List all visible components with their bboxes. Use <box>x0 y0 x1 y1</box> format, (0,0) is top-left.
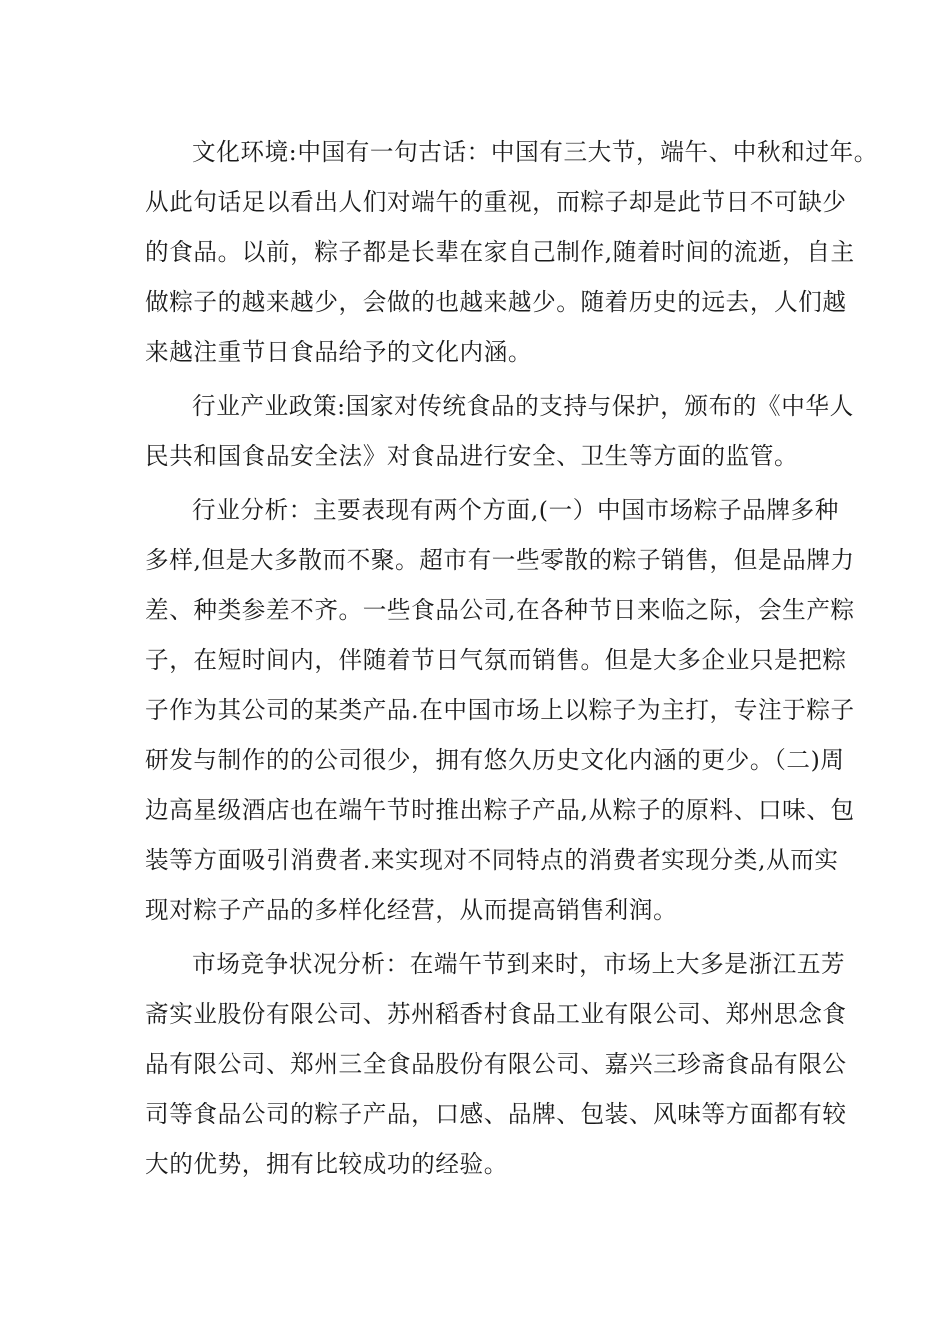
text-line: 大的优势，拥有比较成功的经验。 <box>145 1150 508 1178</box>
document-body <box>145 127 878 1189</box>
text-line: 斋实业股份有限公司、苏州稻香村食品工业有限公司、郑州思念食 <box>145 1000 847 1028</box>
text-line: 研发与制作的的公司很少，拥有悠久历史文化内涵的更少。（二)周 <box>145 746 845 774</box>
text-line: 的食品。以前，粽子都是长辈在家自己制作,随着时间的流逝，自主 <box>145 238 855 266</box>
text-line: 品有限公司、郑州三全食品股份有限公司、嘉兴三珍斋食品有限公 <box>145 1050 847 1078</box>
paragraph-industry-analysis <box>145 485 855 935</box>
text-line: 文化环境:中国有一句古话：中国有三大节，端午、中秋和过年。 <box>192 138 878 166</box>
text-line: 差、种类参差不齐。一些食品公司,在各种节日来临之际，会生产粽 <box>145 596 855 624</box>
paragraph-market-competition <box>145 939 847 1189</box>
text-line: 从此句话足以看出人们对端午的重视，而粽子却是此节日不可缺少 <box>145 188 847 216</box>
text-line: 司等食品公司的粽子产品，口感、品牌、包装、风味等方面都有较 <box>145 1100 847 1128</box>
text-line: 民共和国食品安全法》对食品进行安全、卫生等方面的监管。 <box>145 442 799 470</box>
paragraph-cultural-environment <box>145 127 878 377</box>
text-line: 来越注重节日食品给予的文化内涵。 <box>145 338 533 366</box>
text-line: 子，在短时间内，伴随着节日气氛而销售。但是大多企业只是把粽 <box>145 646 847 674</box>
text-line: 多样,但是大多散而不聚。超市有一些零散的粽子销售，但是品牌力 <box>145 546 855 574</box>
text-line: 现对粽子产品的多样化经营，从而提高销售利润。 <box>145 896 678 924</box>
text-line: 做粽子的越来越少，会做的也越来越少。随着历史的远去，人们越 <box>145 288 847 316</box>
paragraph-industry-policy <box>145 381 854 481</box>
text-line: 装等方面吸引消费者.来实现对不同特点的消费者实现分类,从而实 <box>145 846 839 874</box>
text-line: 子作为其公司的某类产品.在中国市场上以粽子为主打，专注于粽子 <box>145 696 855 724</box>
text-line: 行业产业政策:国家对传统食品的支持与保护，颁布的《中华人 <box>192 392 854 420</box>
text-line: 边高星级酒店也在端午节时推出粽子产品,从粽子的原料、口味、包 <box>145 796 855 824</box>
text-line: 行业分析：主要表现有两个方面,(一）中国市场粽子品牌多种 <box>192 496 839 524</box>
text-line: 市场竞争状况分析：在端午节到来时，市场上大多是浙江五芳 <box>192 950 846 978</box>
